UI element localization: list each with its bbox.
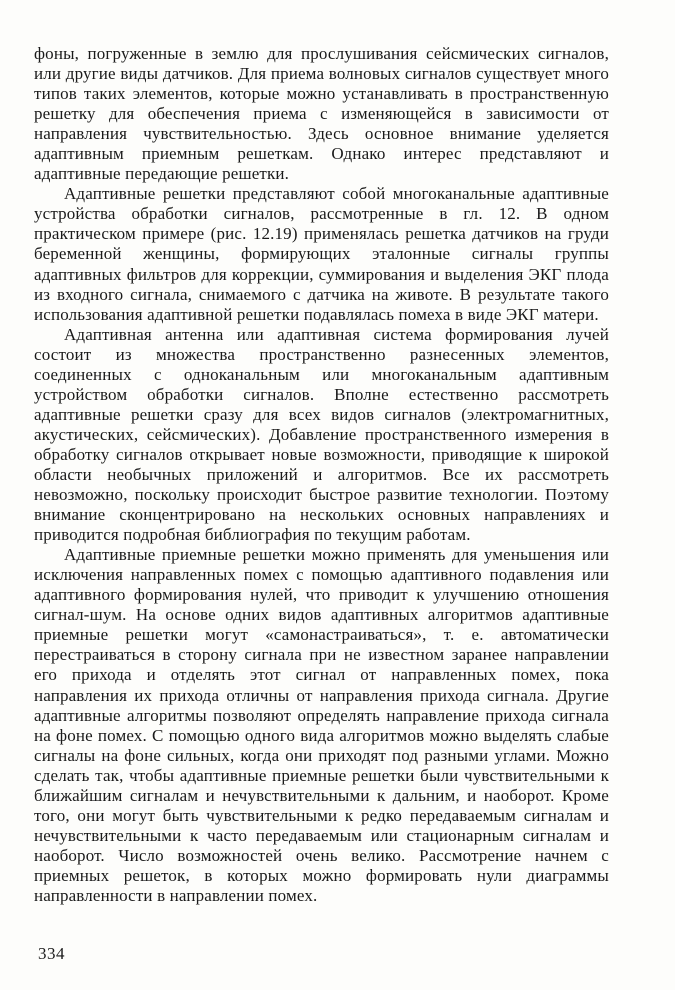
page-number: 334 bbox=[38, 944, 65, 963]
paragraph-adaptive-arrays: Адаптивные решетки представляют собой многоканальные адаптивные устройства обработки сигналов, рассмотренные в гл. 12. В одном практическом примере (рис. 12.19) применялась решетка датчиков на груди беременной женщины, формирующих эталонные сигналы группы адаптивных фильтров для коррекции, суммирования и выделения ЭКГ плода из входного сигнала, снимаемого с датчика на животе. В результате такого использования адаптивной решетки подавлялась помеха в виде ЭКГ матери. bbox=[34, 184, 609, 324]
paragraph-adaptive-antenna: Адаптивная антенна или адаптивная система формирования лучей состоит из множества пространственно разнесенных элементов, соединенных с одноканальным или многоканальным адаптивным устройством обработки сигналов. Вполне естественно рассмотреть адаптивные решетки сразу для всех видов сигналов (электромагнитных, акустических, сейсмических). Добавление пространственного измерения в обработку сигналов открывает новые возможности, приводящие к широкой области необычных приложений и алгоритмов. Все их рассмотреть невозможно, поскольку происходит быстрое развитие технологии. Поэтому внимание сконцентрировано на нескольких основных направлениях и приводится подробная библиография по текущим работам. bbox=[34, 324, 609, 545]
paragraph-continuation: фоны, погруженные в землю для прослушивания сейсмических сигналов, или другие виды датчиков. Для приема волновых сигналов существует много типов таких элементов, которые можно устанавливать в пространственную решетку для обеспечения приема с изменяющейся в зависимости от направления чувствительностью. Здесь основное внимание уделяется адаптивным приемным решеткам. Однако интерес представляют и адаптивные передающие решетки. bbox=[34, 44, 609, 184]
paragraph-receiving-arrays: Адаптивные приемные решетки можно применять для уменьшения или исключения направленных помех с помощью адаптивного подавления или адаптивного формирования нулей, что приводит к улучшению отношения сигнал-шум. На основе одних видов адаптивных алгоритмов адаптивные приемные решетки могут «самонастраиваться», т. е. автоматически перестраиваться в сторону сигнала при не известном заранее направлении его прихода и отделять этот сигнал от направленных помех, пока направления их прихода отличны от направления прихода сигнала. Другие адаптивные алгоритмы позволяют определять направление прихода сигнала на фоне помех. С помощью одного вида алгоритмов можно выделять слабые сигналы на фоне сильных, когда они приходят под разными углами. Можно сделать так, чтобы адаптивные приемные решетки были чувствительными к ближайшим сигналам и нечувствительными к дальним, и наоборот. Кроме того, они могут быть чувствительными к редко передаваемым сигналам и нечувствительными к часто передаваемым или стационарным сигналам и наоборот. Число возможностей очень велико. Рассмотрение начнем с приемных решеток, в которых можно формировать нули диаграммы направленности в направлении помех. bbox=[34, 545, 609, 905]
body-text bbox=[34, 44, 609, 906]
